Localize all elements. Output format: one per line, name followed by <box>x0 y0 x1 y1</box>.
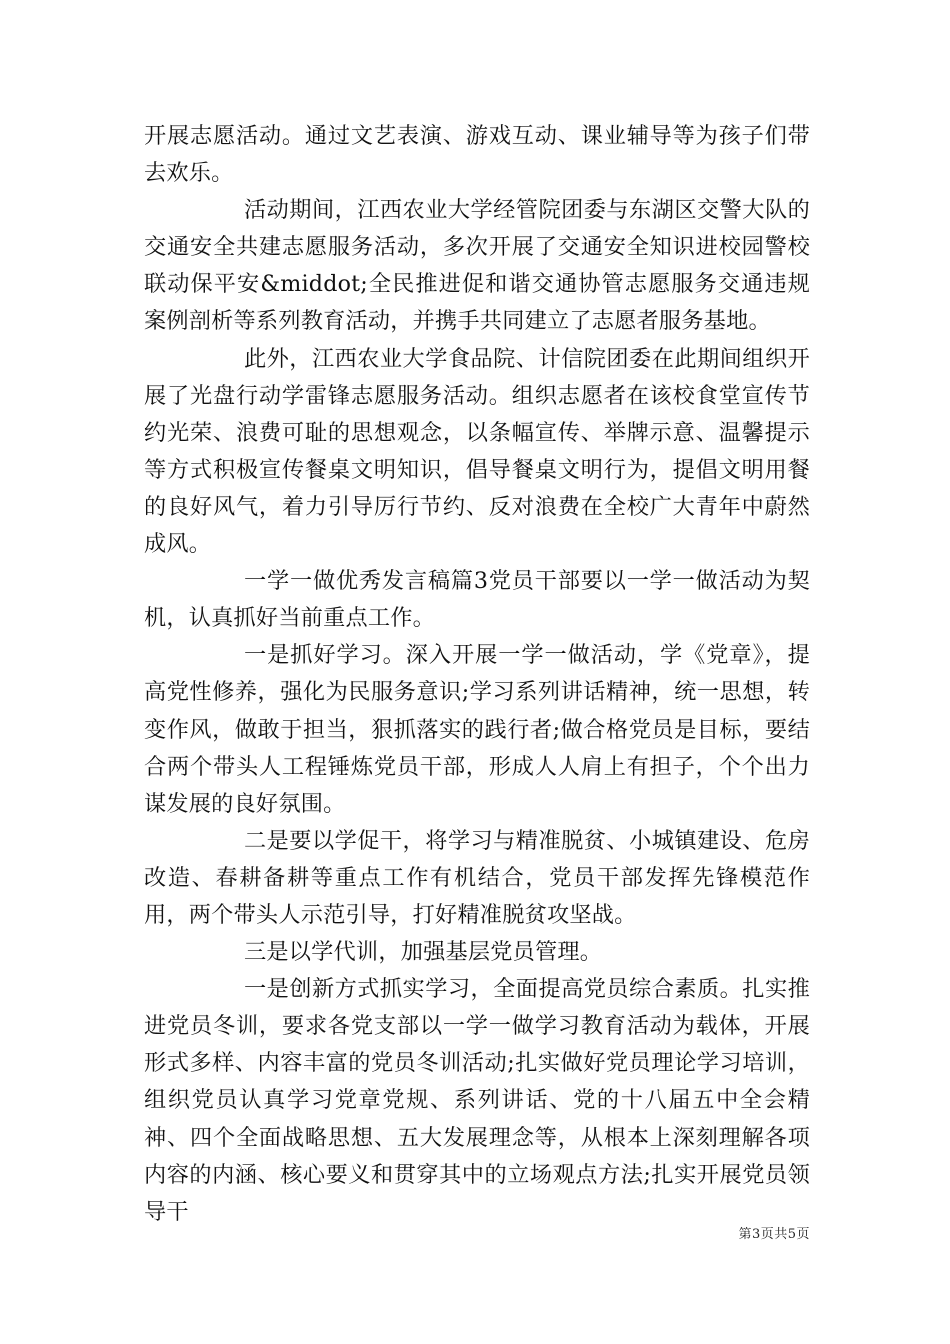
paragraph-6: 二是要以学促干，将学习与精准脱贫、小城镇建设、危房改造、春耕备耕等重点工作有机结合，党员干部发挥先锋模范作用，两个带头人示范引导，打好精准脱贫攻坚战。 <box>144 827 810 928</box>
paragraph-1: 开展志愿活动。通过文艺表演、游戏互动、课业辅导等为孩子们带去欢乐。 <box>144 123 810 187</box>
paragraph-4: 一学一做优秀发言稿篇3党员干部要以一学一做活动为契机，认真抓好当前重点工作。 <box>144 568 810 632</box>
paragraph-2: 活动期间，江西农业大学经管院团委与东湖区交警大队的交通安全共建志愿服务活动，多次开展了交通安全知识进校园警校联动保平安&middot;全民推进促和谐交通协管志愿服务交通违规案例剖析等系列教育活动，并携手共同建立了志愿者服务基地。 <box>144 197 810 335</box>
paragraph-8: 一是创新方式抓实学习，全面提高党员综合素质。扎实推进党员冬训，要求各党支部以一学一做学习教育活动为载体，开展形式多样、内容丰富的党员冬训活动;扎实做好党员理论学习培训，组织党员认真学习党章党规、系列讲话、党的十八届五中全会精神、四个全面战略思想、五大发展理念等，从根本上深刻理解各项内容的内涵、核心要义和贯穿其中的立场观点方法;扎实开展党员领导干 <box>144 976 810 1225</box>
page-number-footer: 第3页共5页 <box>738 1227 810 1242</box>
paragraph-5: 一是抓好学习。深入开展一学一做活动，学《党章》，提高党性修养，强化为民服务意识;学习系列讲话精神，统一思想，转变作风，做敢于担当，狠抓落实的践行者;做合格党员是目标，要结合两个带头人工程锤炼党员干部，形成人人肩上有担子，个个出力谋发展的良好氛围。 <box>144 642 810 817</box>
document-body <box>144 118 810 1231</box>
paragraph-7: 三是以学代训，加强基层党员管理。 <box>244 939 603 966</box>
paragraph-3: 此外，江西农业大学食品院、计信院团委在此期间组织开展了光盘行动学雷锋志愿服务活动。组织志愿者在该校食堂宣传节约光荣、浪费可耻的思想观念，以条幅宣传、举牌示意、温馨提示等方式积极宣传餐桌文明知识，倡导餐桌文明行为，提倡文明用餐的良好风气，着力引导厉行节约、反对浪费在全校广大青年中蔚然成风。 <box>144 345 810 558</box>
